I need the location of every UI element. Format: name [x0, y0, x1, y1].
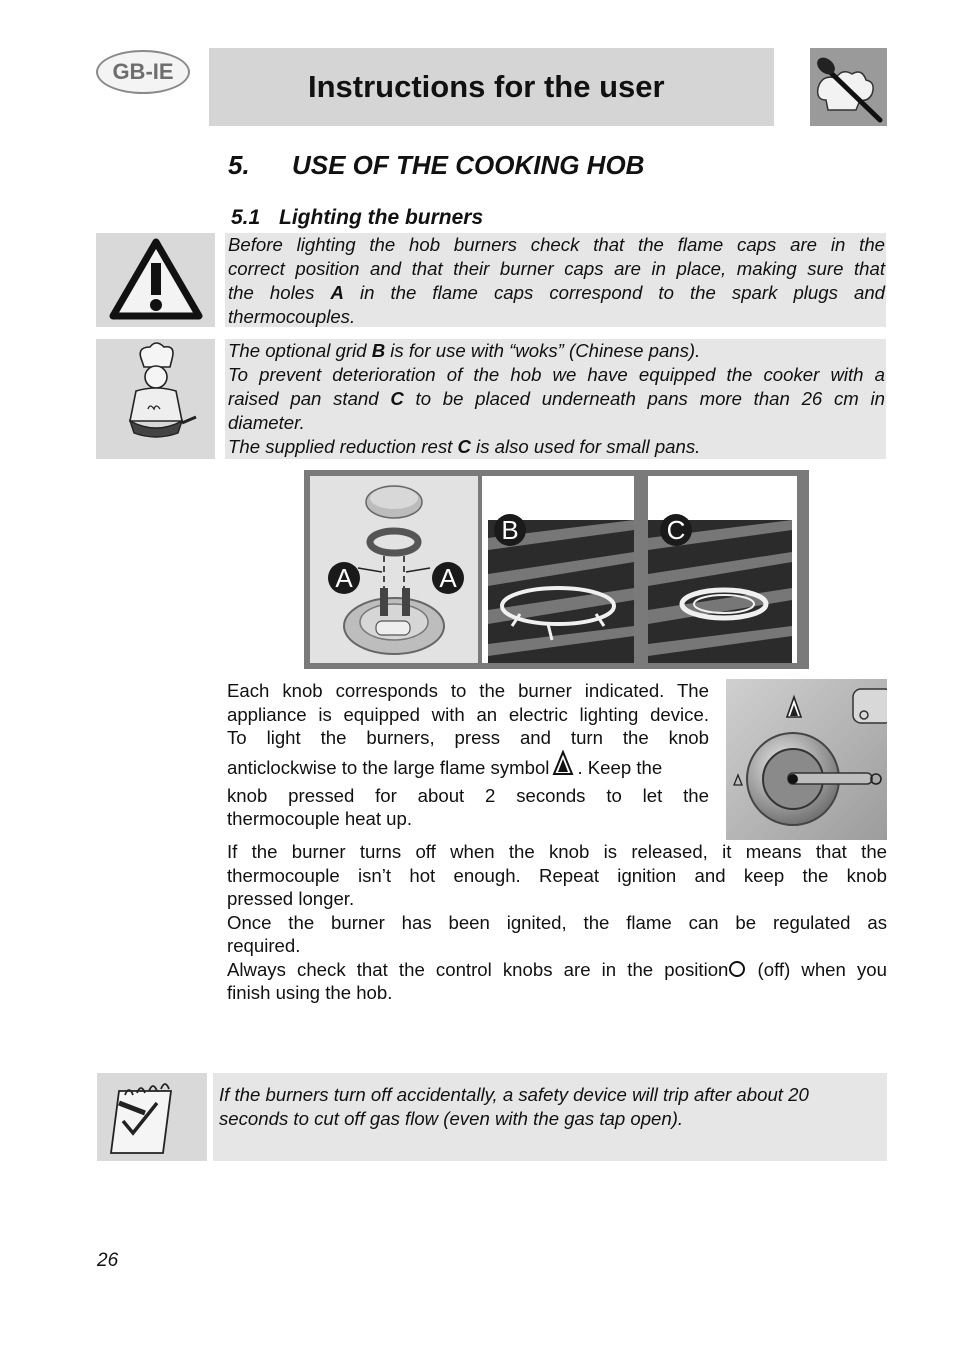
page-title-text: Instructions for the user	[308, 69, 665, 104]
chef-note-line-4: diameter.	[228, 412, 305, 433]
burner-line-7: finish using the hob.	[227, 982, 393, 1003]
burner-line-3: pressed longer.	[227, 888, 355, 909]
knob-line-4	[227, 750, 709, 784]
chef-note-label-b: B	[371, 340, 386, 361]
chef-note-line-2: To prevent deterioration of the hob we have equipped the cooker with a	[228, 364, 885, 385]
off-position-icon	[728, 960, 746, 978]
chef-note-line-5-rest: is also used for small pans.	[470, 436, 701, 457]
chef-note-line-1-rest: is for use with “woks” (Chinese pans).	[385, 340, 701, 361]
knob-line-4-rest: . Keep the	[577, 756, 663, 778]
warning-line-3-rest: in the flame caps correspond to the spark plugs and	[343, 282, 885, 303]
large-flame-icon	[552, 750, 574, 776]
page-title	[209, 48, 774, 126]
knob-line-6: thermocouple heat up.	[227, 808, 413, 829]
safety-line-2: seconds to cut off gas flow (even with the gas tap open).	[219, 1108, 684, 1129]
safety-line-1: If the burners turn off accidentally, a safety device will trip after about 20	[219, 1084, 809, 1105]
wok-grid-view	[482, 476, 634, 663]
warning-triangle-icon	[96, 233, 215, 327]
section-heading	[228, 150, 644, 181]
knob-line-4-text: anticlockwise to the large flame symbol	[227, 756, 550, 778]
burner-exploded-view	[310, 476, 478, 663]
chef-note-line-3-rest: to be placed underneath pans more than 26 cm in	[403, 388, 885, 409]
chef-cooking-icon	[96, 339, 215, 459]
notepad-check-icon	[97, 1073, 207, 1161]
section-number: 5.	[228, 150, 250, 180]
chef-note-line-5-text: The supplied reduction rest	[228, 436, 458, 457]
knob-line-5: knob pressed for about 2 seconds to let the	[227, 784, 709, 806]
control-knob-image	[726, 679, 887, 840]
burner-line-4: Once the burner has been ignited, the flame can be regulated as	[227, 911, 887, 933]
subsection-title: Lighting the burners	[279, 206, 484, 229]
warning-icon-box	[96, 233, 215, 327]
warning-line-4: thermocouples.	[228, 306, 356, 327]
figure-label-c: C	[660, 514, 692, 546]
warning-note	[225, 233, 886, 327]
language-badge: GB-IE	[96, 50, 190, 94]
chef-note-line-1	[228, 339, 885, 363]
warning-line-3-text: the holes	[228, 282, 331, 303]
knob-line-3: To light the burners, press and turn the knob	[227, 727, 709, 748]
burner-line-6-rest: (off) when you	[746, 958, 887, 980]
chef-note-line-1-text: The optional grid	[228, 340, 372, 361]
figure-label-a-right: A	[432, 562, 464, 594]
subsection-number: 5.1	[231, 206, 261, 229]
warning-line-3	[228, 281, 885, 305]
burner-figure	[304, 470, 809, 669]
figure-label-b: B	[494, 514, 526, 546]
safety-note	[213, 1073, 887, 1161]
knob-line-1: Each knob corresponds to the burner indicated. The	[227, 680, 709, 701]
chef-note-label-c2: C	[457, 436, 471, 457]
chef-spoon-icon	[810, 48, 887, 126]
burner-line-6	[227, 958, 887, 982]
warning-line-2: correct position and that their burner caps are in place, making sure that	[228, 258, 885, 279]
burner-line-2: thermocouple isn’t hot enough. Repeat ignition and keep the knob	[227, 864, 887, 886]
burner-paragraph	[227, 840, 887, 1005]
warning-line-1: Before lighting the hob burners check that the flame caps are in the	[228, 234, 885, 255]
subsection-heading	[231, 206, 483, 230]
control-knob-icon	[726, 679, 887, 840]
burner-line-6-text: Always check that the control knobs are in the position	[227, 958, 729, 980]
safety-icon-box	[97, 1073, 207, 1161]
chef-note-line-3-text: raised pan stand	[228, 388, 391, 409]
chef-note-line-3	[228, 387, 885, 411]
figure-label-a-left: A	[328, 562, 360, 594]
warning-label-a: A	[330, 282, 344, 303]
pan-stand-view	[648, 476, 797, 663]
section-title: USE OF THE COOKING HOB	[292, 150, 645, 180]
chef-note-line-5	[228, 435, 885, 459]
page-number: 26	[97, 1250, 119, 1271]
chef-note-label-c: C	[390, 388, 404, 409]
chef-note	[225, 339, 886, 459]
burner-line-1: If the burner turns off when the knob is released, it means that the	[227, 841, 887, 862]
knob-paragraph	[227, 679, 709, 831]
burner-line-5: required.	[227, 935, 301, 956]
knob-line-2: appliance is equipped with an electric lighting device.	[227, 703, 709, 725]
chef-icon-box	[96, 339, 215, 459]
